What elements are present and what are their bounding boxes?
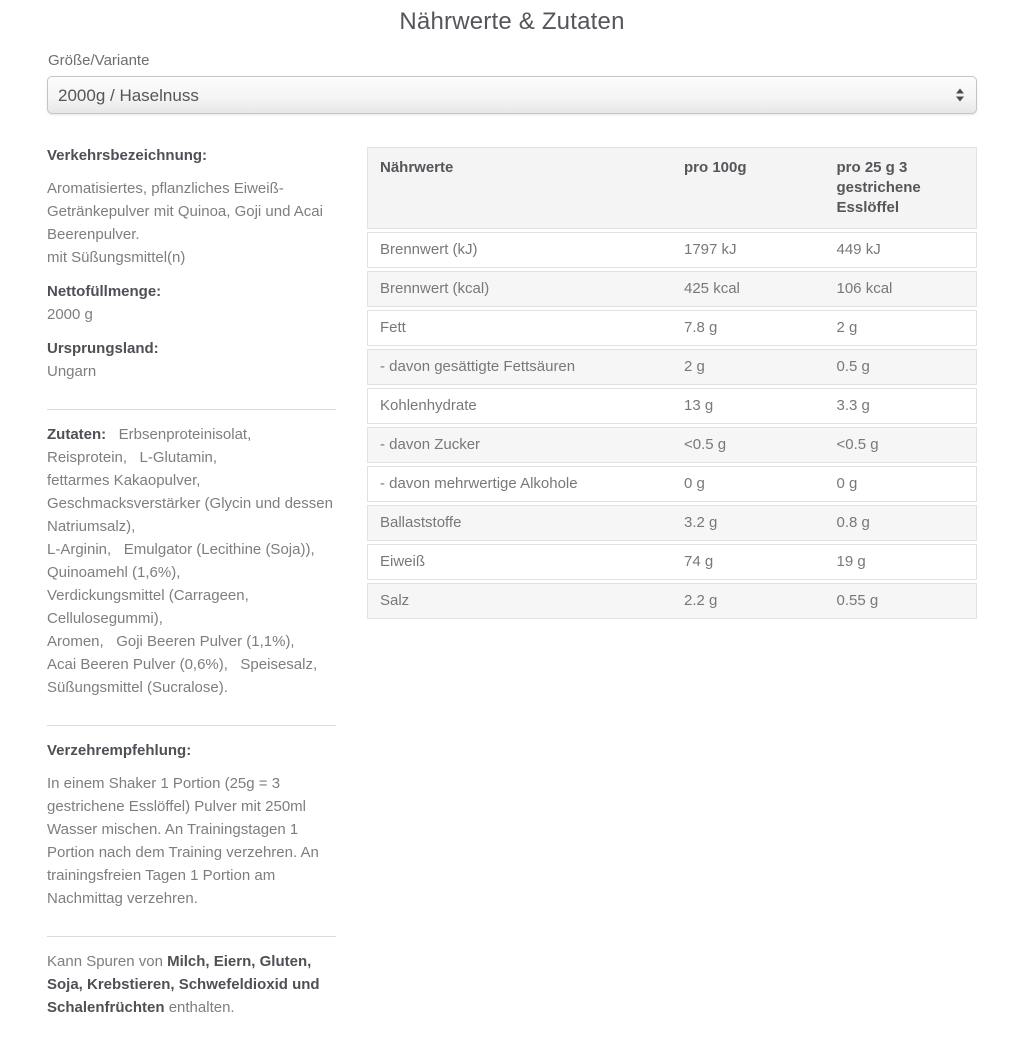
per-100g-cell: 7.8 g [672,310,825,346]
table-row [367,349,977,385]
table-row [367,232,977,268]
ingredient-line: Geschmacksverstärker (Glycin und dessen Natriumsalz), [47,495,338,535]
per-portion-cell: 0 g [825,466,978,502]
ingredient-line: Quinoamehl (1,6%), [47,564,181,581]
per-portion-cell: 0.8 g [825,505,978,541]
nutrient-name-cell: - davon gesättigte Fettsäuren [367,349,672,385]
ingredient-line: Zutaten: Erbsenproteinisolat, [47,426,252,443]
per-100g-cell: 13 g [672,388,825,424]
variant-selector-section [47,52,977,114]
ingredient-line: L-Arginin, Emulgator (Lecithine (Soja)), [47,541,315,558]
divider [47,725,336,726]
allergen-prefix: Kann Spuren von [47,953,168,970]
per-portion-cell: 449 kJ [825,232,978,268]
per-100g-cell: 3.2 g [672,505,825,541]
nutrient-name-cell: - davon Zucker [367,427,672,463]
product-description-line: mit Süßungsmittel(n) [47,249,186,266]
ingredient-line: Aromen, Goji Beeren Pulver (1,1%), [47,633,295,650]
per-100g-cell: 74 g [672,544,825,580]
per-portion-cell: 0.5 g [825,349,978,385]
content-columns [47,144,977,1044]
nettofuellmenge-heading: Nettofüllmenge: [47,283,162,300]
page-title: Nährwerte & Zutaten [399,8,625,35]
header-pro-portion: pro 25 g 3 gestrichene Esslöffel [825,147,978,229]
verkehrsbezeichnung-heading: Verkehrsbezeichnung: [47,147,208,164]
per-100g-cell: 0 g [672,466,825,502]
verzehrempfehlung-text: In einem Shaker 1 Portion (25g = 3 gestrichene Esslöffel) Pulver mit 250ml Wasser mischen. An Trainingstagen 1 Portion nach dem Training verzehren. An trainingsfreien Tagen 1 Portion am Nachmittag verzehren. [47,775,319,907]
nettofuellmenge-block [47,280,336,326]
table-row [367,583,977,619]
nutrient-name-cell: Salz [367,583,672,619]
header-naehrwerte: Nährwerte [367,147,672,229]
per-portion-cell: 19 g [825,544,978,580]
nutrition-table-column [367,144,977,622]
nutrient-name-cell: Fett [367,310,672,346]
divider [47,936,336,937]
per-100g-cell: 2 g [672,349,825,385]
verzehrempfehlung-heading: Verzehrempfehlung: [47,742,192,759]
variant-select-wrap [47,76,977,114]
nutrient-name-cell: Brennwert (kJ) [367,232,672,268]
ingredient-line: fettarmes Kakaopulver, [47,472,201,489]
nettofuellmenge-value: 2000 g [47,306,93,323]
zutaten-block [47,423,336,699]
ingredient-line: Verdickungsmittel (Carrageen, Cellulosegummi), [47,587,253,627]
ursprungsland-heading: Ursprungsland: [47,340,159,357]
variant-select[interactable] [47,76,977,114]
divider [47,409,336,410]
header-pro-100g: pro 100g [672,147,825,229]
product-description [47,177,336,269]
table-row [367,310,977,346]
allergen-suffix: enthalten. [164,999,235,1016]
table-row [367,466,977,502]
allergen-note [47,950,336,1019]
nutrient-name-cell: Eiweiß [367,544,672,580]
zutaten-heading: Zutaten: [47,426,107,443]
per-portion-cell: 3.3 g [825,388,978,424]
product-info-column [47,144,336,1030]
nutrition-table-header-row [367,147,977,229]
nutrition-page [47,0,977,1044]
per-100g-cell: 1797 kJ [672,232,825,268]
ursprungsland-block [47,337,336,383]
nutrient-name-cell: Kohlenhydrate [367,388,672,424]
ingredient-line: Süßungsmittel (Sucralose). [47,679,228,696]
nutrient-name-cell: - davon mehrwertige Alkohole [367,466,672,502]
table-row [367,544,977,580]
table-row [367,505,977,541]
table-row [367,388,977,424]
ingredient-line: Reisprotein, L-Glutamin, [47,449,218,466]
allergen-list: Milch, Eiern, Gluten, Soja, Krebstieren, Schwefeldioxid und Schalenfrüchten [47,953,320,1016]
product-description-line: Aromatisiertes, pflanzliches Eiweiß-Getränkepulver mit Quinoa, Goji und Acai Beerenpulver. [47,180,323,243]
table-row [367,271,977,307]
per-portion-cell: 2 g [825,310,978,346]
nutrient-name-cell: Ballaststoffe [367,505,672,541]
per-100g-cell: 425 kcal [672,271,825,307]
nutrition-table [367,144,977,622]
ursprungsland-value: Ungarn [47,363,97,380]
per-portion-cell: 106 kcal [825,271,978,307]
per-100g-cell: 2.2 g [672,583,825,619]
variant-label: Größe/Variante [48,52,150,69]
table-row [367,427,977,463]
ingredient-line: Acai Beeren Pulver (0,6%), Speisesalz, [47,656,318,673]
per-portion-cell: <0.5 g [825,427,978,463]
per-100g-cell: <0.5 g [672,427,825,463]
per-portion-cell: 0.55 g [825,583,978,619]
nutrient-name-cell: Brennwert (kcal) [367,271,672,307]
